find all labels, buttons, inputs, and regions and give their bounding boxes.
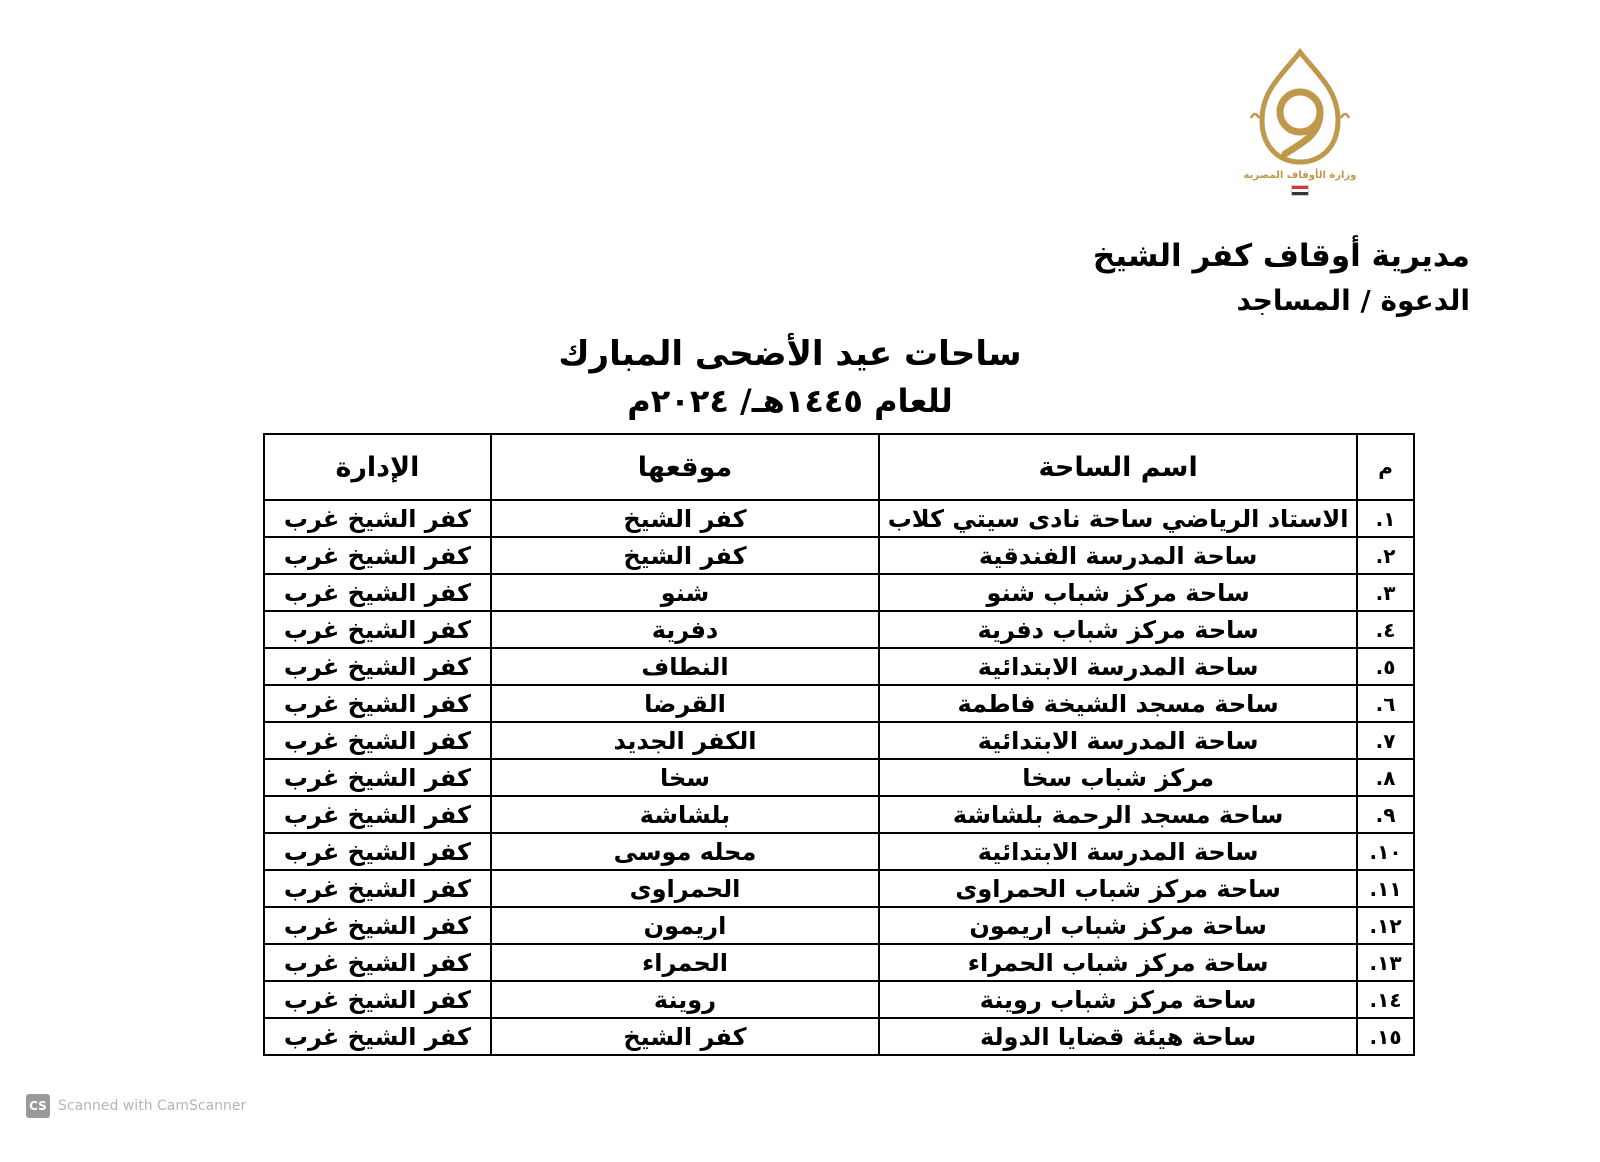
egypt-flag-icon (1291, 185, 1309, 196)
cell-name: الاستاد الرياضي ساحة نادى سيتي كلاب (879, 500, 1357, 537)
cell-loc: النطاف (491, 648, 879, 685)
camscanner-badge-icon: CS (26, 1094, 50, 1118)
cell-name: ساحة مركز شباب الحمراوى (879, 870, 1357, 907)
cell-admin: كفر الشيخ غرب (264, 981, 491, 1018)
cell-loc: كفر الشيخ (491, 537, 879, 574)
cell-admin: كفر الشيخ غرب (264, 759, 491, 796)
cell-num: ٥. (1357, 648, 1414, 685)
cell-name: ساحة هيئة قضايا الدولة (879, 1018, 1357, 1055)
table-row (264, 944, 1414, 981)
cell-loc: الحمراوى (491, 870, 879, 907)
cell-num: ٣. (1357, 574, 1414, 611)
cell-loc: محله موسى (491, 833, 879, 870)
cell-num: ١٢. (1357, 907, 1414, 944)
cell-num: ٩. (1357, 796, 1414, 833)
cell-loc: سخا (491, 759, 879, 796)
eid-squares-table (263, 433, 1415, 1056)
table-row (264, 685, 1414, 722)
cell-name: ساحة المدرسة الفندقية (879, 537, 1357, 574)
table-row (264, 907, 1414, 944)
cell-name: ساحة المدرسة الابتدائية (879, 722, 1357, 759)
cell-admin: كفر الشيخ غرب (264, 685, 491, 722)
cell-num: ١٠. (1357, 833, 1414, 870)
table-row (264, 796, 1414, 833)
mosque-dome-emblem-icon (1235, 48, 1365, 168)
table-header (264, 434, 1414, 500)
header-location: موقعها (491, 434, 879, 500)
table-row (264, 722, 1414, 759)
table-row (264, 870, 1414, 907)
cell-loc: كفر الشيخ (491, 1018, 879, 1055)
department-subtitle: الدعوة / المساجد (1236, 284, 1470, 317)
cell-name: ساحة مركز شباب روينة (879, 981, 1357, 1018)
table-row (264, 833, 1414, 870)
cell-admin: كفر الشيخ غرب (264, 500, 491, 537)
cell-admin: كفر الشيخ غرب (264, 796, 491, 833)
cell-admin: كفر الشيخ غرب (264, 944, 491, 981)
cell-name: مركز شباب سخا (879, 759, 1357, 796)
table-row (264, 759, 1414, 796)
cell-loc: بلشاشة (491, 796, 879, 833)
cell-admin: كفر الشيخ غرب (264, 833, 491, 870)
table-row (264, 611, 1414, 648)
squares-table-body (264, 500, 1414, 1055)
cell-name: ساحة المدرسة الابتدائية (879, 648, 1357, 685)
ministry-logo-caption: وزارة الأوقاف المصرية (1243, 170, 1357, 181)
table-row (264, 1018, 1414, 1055)
cell-loc: الكفر الجديد (491, 722, 879, 759)
cell-name: ساحة مسجد الرحمة بلشاشة (879, 796, 1357, 833)
cell-admin: كفر الشيخ غرب (264, 907, 491, 944)
cell-admin: كفر الشيخ غرب (264, 648, 491, 685)
cell-name: ساحة المدرسة الابتدائية (879, 833, 1357, 870)
cell-num: ٦. (1357, 685, 1414, 722)
scanner-watermark (26, 1094, 246, 1118)
table-header-row (264, 434, 1414, 500)
directorate-title: مديرية أوقاف كفر الشيخ (1092, 238, 1470, 274)
cell-num: ١٤. (1357, 981, 1414, 1018)
camscanner-text: Scanned with CamScanner (58, 1098, 247, 1114)
department-header (1093, 238, 1470, 317)
document-title-year: للعام ١٤٤٥هـ/ ٢٠٢٤م (627, 382, 953, 420)
cell-admin: كفر الشيخ غرب (264, 574, 491, 611)
cell-loc: شنو (491, 574, 879, 611)
cell-name: ساحة مركز شباب الحمراء (879, 944, 1357, 981)
cell-num: ٨. (1357, 759, 1414, 796)
cell-admin: كفر الشيخ غرب (264, 870, 491, 907)
cell-admin: كفر الشيخ غرب (264, 611, 491, 648)
cell-num: ١٣. (1357, 944, 1414, 981)
cell-name: ساحة مركز شباب شنو (879, 574, 1357, 611)
cell-loc: الحمراء (491, 944, 879, 981)
cell-loc: روينة (491, 981, 879, 1018)
cell-name: ساحة مركز شباب اريمون (879, 907, 1357, 944)
table-row (264, 648, 1414, 685)
table-row (264, 500, 1414, 537)
cell-name: ساحة مركز شباب دفرية (879, 611, 1357, 648)
cell-num: ٧. (1357, 722, 1414, 759)
table-row (264, 537, 1414, 574)
cell-num: ٢. (1357, 537, 1414, 574)
document-title: ساحات عيد الأضحى المبارك (558, 334, 1022, 374)
cell-loc: القرضا (491, 685, 879, 722)
cell-admin: كفر الشيخ غرب (264, 722, 491, 759)
cell-admin: كفر الشيخ غرب (264, 537, 491, 574)
cell-num: ١١. (1357, 870, 1414, 907)
cell-num: ٤. (1357, 611, 1414, 648)
cell-admin: كفر الشيخ غرب (264, 1018, 491, 1055)
table-row (264, 981, 1414, 1018)
cell-loc: دفرية (491, 611, 879, 648)
cell-num: ١. (1357, 500, 1414, 537)
header-admin: الإدارة (264, 434, 491, 500)
table-row (264, 574, 1414, 611)
cell-loc: اريمون (491, 907, 879, 944)
ministry-logo (1225, 48, 1375, 200)
document-title-block (390, 334, 1190, 420)
cell-name: ساحة مسجد الشيخة فاطمة (879, 685, 1357, 722)
header-num: م (1357, 434, 1414, 500)
cell-num: ١٥. (1357, 1018, 1414, 1055)
cell-loc: كفر الشيخ (491, 500, 879, 537)
header-name: اسم الساحة (879, 434, 1357, 500)
